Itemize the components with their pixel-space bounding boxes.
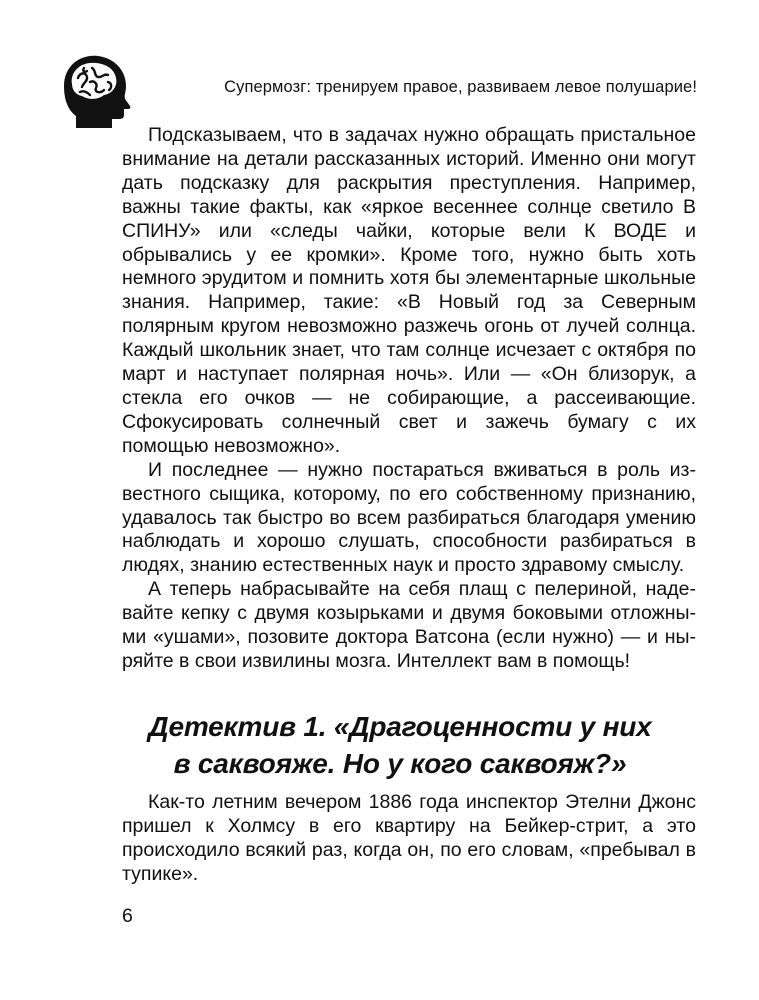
running-title: Супермозг: тренируем правое, развиваем левое полушарие! bbox=[224, 78, 697, 96]
page-number: 6 bbox=[122, 905, 133, 927]
section-heading-line-1: Детектив 1. «Драгоценности у них bbox=[148, 711, 652, 742]
brain-head-icon bbox=[52, 50, 132, 130]
paragraph-story-intro: Как-то летним вечером 1886 года инспектор Этелни Джонс пришел к Холмсу в его квартиру на Бейкер-стрит, а это происходило всякий раз, когда он, по его словам, «пребывал в тупике». bbox=[122, 791, 696, 885]
paragraph-detective-role: И последнее — нужно постараться вживаться в роль известного сыщика, которому, по его собственному признанию, удавалось так быстро во всем разбираться благодаря умению наблюдать и хорошо слушать, способности разбираться в людях, знанию естественных наук и просто здравому смыслу. bbox=[122, 458, 696, 577]
section-text bbox=[122, 790, 696, 886]
paragraph-invitation: А теперь набрасывайте на себя плащ с пелериной, надевайте кепку с двумя козырьками и двумя боковыми отложными «ушами», позовите доктора Ватсона (если нужно) — и ныряйте в свои извилины мозга. Интеллект вам в помощь! bbox=[122, 578, 696, 672]
section-heading-line-2: в саквояже. Но у кого саквояж?» bbox=[173, 748, 627, 779]
section-heading bbox=[100, 708, 700, 782]
body-text bbox=[122, 124, 696, 674]
paragraph-hints: Подсказываем, что в задачах нужно обращать пристальное внимание на детали рассказанных историй. Именно они могут дать подсказку для раскрытия преступления. Например, важны такие факты, как «яркое весеннее солнце светило В СПИНУ» или «следы чайки, которые вели К ВОДЕ и обрывались у ее кромки». Кроме того, нужно быть хоть немного эрудитом и помнить хотя бы элементарные школьные знания. Например, такие: «В Новый год за Северным полярным кругом невозможно разжечь огонь от лучей солнца. Каждый школьник знает, что там солнце исчезает с октября по март и наступает полярная ночь». Или — «Он близорук, а стекла его очков — не собирающие, а рассеивающие. Сфокусировать солнечный свет и зажечь бумагу с их помощью невозможно». bbox=[122, 124, 696, 457]
